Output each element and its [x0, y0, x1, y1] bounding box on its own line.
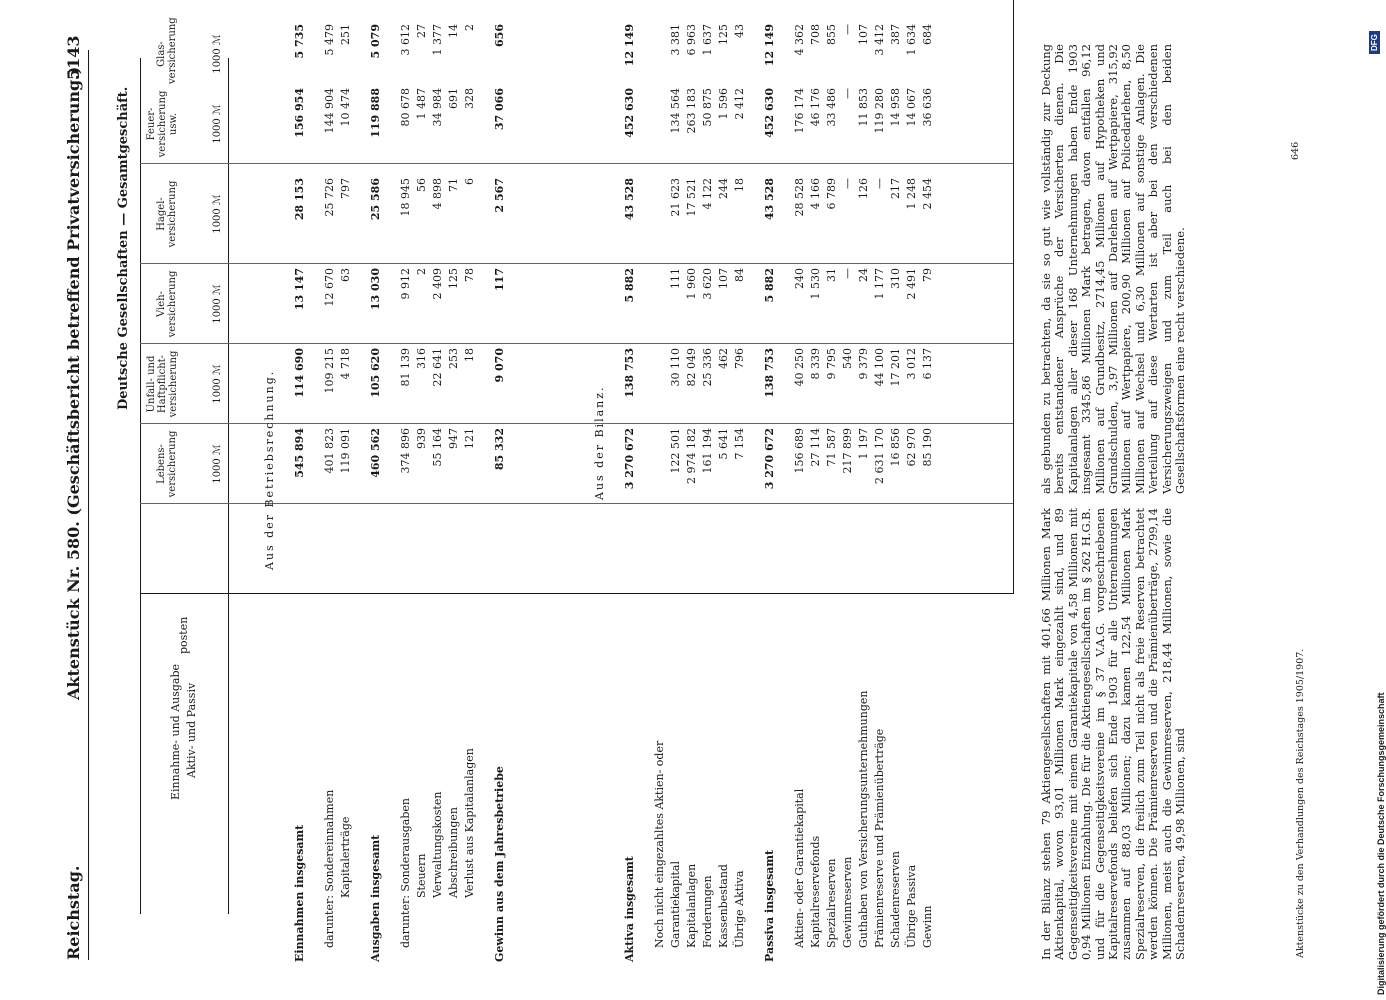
row-value: 12 149: [763, 24, 776, 67]
row-value: 138 753: [763, 348, 776, 398]
row-value: 161 194: [701, 428, 714, 474]
row-value: 14 958: [889, 88, 902, 127]
row-value: 28 528: [793, 178, 806, 217]
row-value: 3 270 672: [763, 428, 776, 490]
row-label: Steuern: [415, 853, 428, 898]
row-label: Guthaben von Versicherungsunternehmungen: [857, 690, 870, 948]
row-value: 34 984: [431, 88, 444, 127]
row-value: 55 164: [431, 428, 444, 467]
footer-left: Aktenstücke zu den Verhandlungen des Reichstages 1905/1907.: [1295, 648, 1306, 958]
row-value: 17 201: [889, 348, 902, 387]
row-value: 2 409: [431, 268, 444, 300]
text-column-left: In der Bilanz stehen 79 Aktiengesellschaften mit 401,66 Millionen Mark Aktienkapital, wovon 93,01 Millionen Mark eingezahlt sind, und 89 Gegenseitigkeitsvereine mit einem Garantiekapitale von 4,58 Millionen mit 0,94 Millionen Einzahlung. Die für die Aktiengesellschaften im § 262 H.G.B. und für die Gegenseitigkeitsvereine im § 37 V.A.G. vorgeschriebenen Kapitalreservefonds beliefen sich Ende 1903 für alle Unternehmungen zusammen auf 88,03 Millionen; dazu kamen 122,54 Millionen Mark Spezialreserven, die freilich zum Teil nicht als freie Reserven betrachtet werden können. Die Prämienreserven und die Prämienüberträge, 2799,14 Millionen, meist auch die Gewinnreserven, 218,44 Millionen, sowie die Schadenreserven, 49,98 Millionen, sind: [1039, 508, 1188, 960]
col-unit-5: 1000 ℳ: [212, 104, 223, 144]
row-value: 691: [447, 88, 460, 109]
row-value: 30 110: [669, 348, 682, 387]
row-value: 109 215: [323, 348, 336, 394]
row-value: 3 612: [399, 24, 412, 56]
row-value: 251: [339, 24, 352, 45]
col-header-2: Unfall- und Haftpflicht- versicherung: [146, 350, 179, 418]
row-value: 126: [857, 178, 870, 199]
row-value: 4 718: [339, 348, 352, 380]
row-value: 78: [463, 268, 476, 282]
row-value: 5 882: [763, 268, 776, 303]
row-value: 708: [809, 24, 822, 45]
row-label: Kapitalanlagen: [685, 863, 698, 948]
col-unit-3: 1000 ℳ: [212, 284, 223, 324]
table-top-rule: [140, 58, 141, 914]
row-label: Gewinn aus dem Jahresbetriebe: [493, 766, 506, 962]
row-value: 2: [463, 24, 476, 31]
row-value: 111: [669, 268, 682, 289]
row-value: 244: [717, 178, 730, 199]
row-value: 44 100: [873, 348, 886, 387]
row-value: 31: [825, 268, 838, 282]
row-value: 156 689: [793, 428, 806, 474]
row-value: 12 149: [623, 24, 636, 67]
row-value: 46 176: [809, 88, 822, 127]
row-label: Prämienreserve und Prämienüberträge: [873, 728, 886, 948]
header-left: Reichstag.: [64, 865, 83, 960]
dfg-logo: DFG: [1369, 31, 1380, 54]
row-value: 9 795: [825, 348, 838, 380]
row-value: 63: [339, 268, 352, 282]
row-value: 12 670: [323, 268, 336, 307]
row-label: Spezialreserven: [825, 858, 838, 948]
row-label: Forderungen: [701, 875, 714, 948]
row-value: 1 177: [873, 268, 886, 300]
row-value: 134 564: [669, 88, 682, 134]
row-value: 9 379: [857, 348, 870, 380]
row-value: 3 270 672: [623, 428, 636, 490]
section-heading-betriebsrechnung: Aus der Betriebsrechnung.: [263, 369, 276, 570]
row-value: 374 896: [399, 428, 412, 474]
row-value: 1 487: [415, 88, 428, 120]
row-value: 50 875: [701, 88, 714, 127]
row-value: 4 166: [809, 178, 822, 210]
row-value: —: [841, 24, 854, 35]
row-value: 6 789: [825, 178, 838, 210]
row-value: 36 636: [921, 88, 934, 127]
row-value: 43 528: [763, 178, 776, 221]
row-value: 3 620: [701, 268, 714, 300]
row-value: 107: [857, 24, 870, 45]
row-value: 114 690: [293, 348, 306, 398]
row-value: 24: [857, 268, 870, 282]
row-value: 2 412: [733, 88, 746, 120]
row-value: 71: [447, 178, 460, 192]
row-label: Aktien- oder Garantiekapital: [793, 788, 806, 948]
row-value: 18 945: [399, 178, 412, 217]
row-value: 138 753: [623, 348, 636, 398]
row-label: Übrige Passiva: [905, 864, 918, 948]
column-header-bottom-rule: [228, 58, 229, 914]
row-value: 3 412: [873, 24, 886, 56]
row-value: 62 970: [905, 428, 918, 467]
row-value: 33 486: [825, 88, 838, 127]
row-value: 84: [733, 268, 746, 282]
page-number: 5143: [64, 35, 83, 80]
row-value: 2 454: [921, 178, 934, 210]
row-value: 452 630: [763, 88, 776, 138]
row-label: Aktiva insgesamt: [623, 856, 636, 962]
row-label: Abschreibungen: [447, 806, 460, 898]
row-value: 460 562: [369, 428, 382, 478]
row-value: 37 066: [493, 88, 506, 131]
header-rule: [88, 50, 89, 960]
row-value: 11 853: [857, 88, 870, 127]
row-value: 79: [921, 268, 934, 282]
row-value: 56: [415, 178, 428, 192]
row-value: 310: [889, 268, 902, 289]
row-label: Passiva insgesamt: [763, 849, 776, 962]
row-value: 80 678: [399, 88, 412, 127]
row-value: 6 137: [921, 348, 934, 380]
col-unit-6: 1000 ℳ: [212, 34, 223, 74]
row-label: darunter: Sonderausgaben: [399, 798, 412, 948]
col-header-1: Lebens- versicherung: [156, 430, 178, 498]
row-value: 401 823: [323, 428, 336, 474]
row-value: 3 381: [669, 24, 682, 56]
row-value: 10 474: [339, 88, 352, 127]
row-value: 947: [447, 428, 460, 449]
row-value: 18: [463, 348, 476, 362]
row-value: 2 491: [905, 268, 918, 300]
stub-header-line2: Aktiv- und Passiv: [185, 682, 198, 778]
row-value: 5 079: [369, 24, 382, 59]
row-value: 13 147: [293, 268, 306, 311]
row-label: Verlust aus Kapitalanlagen: [463, 748, 476, 898]
row-value: 40 250: [793, 348, 806, 387]
row-value: 14: [447, 24, 460, 38]
row-value: 4 362: [793, 24, 806, 56]
row-value: 17 521: [685, 178, 698, 217]
col-header-3: Vieh- versicherung: [156, 270, 178, 338]
col-header-4: Hagel- versicherung: [156, 180, 178, 248]
row-value: 6 963: [685, 24, 698, 56]
dfg-side-note: Digitalisierung gefördert durch die Deutsche Forschungsgemeinschaft: [1376, 692, 1386, 995]
row-label: Verwaltungskosten: [431, 791, 444, 898]
row-value: 387: [889, 24, 902, 45]
row-value: 14 067: [905, 88, 918, 127]
row-value: 240: [793, 268, 806, 289]
row-value: 156 954: [293, 88, 306, 138]
row-value: 7 154: [733, 428, 746, 460]
row-value: 540: [841, 348, 854, 369]
row-value: —: [841, 268, 854, 279]
row-value: 9 912: [399, 268, 412, 300]
stub-divider: [140, 593, 1013, 594]
row-value: 797: [339, 178, 352, 199]
row-value: 2: [415, 268, 428, 275]
row-value: 253: [447, 348, 460, 369]
row-label: Schadenreserven: [889, 851, 902, 948]
row-value: 1 960: [685, 268, 698, 300]
footer-right: 646: [1290, 141, 1301, 160]
row-value: 4 122: [701, 178, 714, 210]
row-value: 4 898: [431, 178, 444, 210]
col-unit-4: 1000 ℳ: [212, 194, 223, 234]
stub-header-line1: Einnahme- und Ausgabe: [169, 663, 182, 800]
row-label: darunter: Sondereinnahmen: [323, 789, 336, 948]
row-value: 3 012: [905, 348, 918, 380]
row-value: 263 183: [685, 88, 698, 134]
row-value: 27: [415, 24, 428, 38]
row-value: 13 030: [369, 268, 382, 311]
row-value: 2 974 182: [685, 428, 698, 484]
row-value: 939: [415, 428, 428, 449]
row-value: 5 641: [717, 428, 730, 460]
row-value: 8 339: [809, 348, 822, 380]
row-label: Noch nicht eingezahltes Aktien- oder: [653, 740, 666, 948]
row-value: 119 091: [339, 428, 352, 474]
row-value: 125: [447, 268, 460, 289]
row-value: 5 882: [623, 268, 636, 303]
col-unit-2: 1000 ℳ: [212, 364, 223, 404]
row-value: 119 280: [873, 88, 886, 134]
row-value: 9 070: [493, 348, 506, 383]
row-value: 1 248: [905, 178, 918, 210]
row-value: 85 190: [921, 428, 934, 467]
row-label: Kapitalreservefonds: [809, 835, 822, 948]
row-value: 1 637: [701, 24, 714, 56]
row-value: 2 631 170: [873, 428, 886, 484]
row-value: 43: [733, 24, 746, 38]
row-value: —: [841, 178, 854, 189]
text-column-right: als gebunden zu betrachten, da sie so gut wie vollständig zur Deckung bereits entstandener Ansprüche der Versicherten dienen. Die Kapitalanlagen aller dieser 168 Unternehmungen haben Ende 1903 insgesamt 3345,86 Millionen Mark betragen, davon entfallen 96,12 Millionen auf Grundbesitz, 2714,45 Millionen auf Hypotheken und Grundschulden, 3,97 Millionen auf Darlehen auf Wertpapiere, 315,92 Millionen auf Wertpapiere, 200,90 Millionen auf Policedarlehen, 8,50 Millionen auf Wechsel und 6,30 Millionen auf sonstige Anlagen. Die Verteilung auf diese Wertarten ist aber bei den verschiedenen Versicherungszweigen und zum Teil auch bei den beiden Gesellschaftsformen eine recht verschiedene.: [1039, 44, 1188, 494]
row-value: —: [841, 88, 854, 99]
row-value: 328: [463, 88, 476, 109]
row-value: 21 623: [669, 178, 682, 217]
row-value: 43 528: [623, 178, 636, 221]
row-value: 25 726: [323, 178, 336, 217]
row-value: 107: [717, 268, 730, 289]
row-value: 545 894: [293, 428, 306, 478]
row-value: 2 567: [493, 178, 506, 213]
col-divider-4: [140, 263, 1013, 264]
row-value: 18: [733, 178, 746, 192]
table-title: Deutsche Gesellschaften — Gesamtgeschäft.: [116, 86, 131, 410]
col-header-6: Glas- versicherung: [156, 17, 178, 84]
row-value: 684: [921, 24, 934, 45]
row-label: Einnahmen insgesamt: [293, 824, 306, 962]
row-value: 81 139: [399, 348, 412, 387]
row-value: 27 114: [809, 428, 822, 467]
section-heading-bilanz: Aus der Bilanz.: [593, 385, 606, 500]
row-value: 462: [717, 348, 730, 369]
row-label: Kassenbestand: [717, 864, 730, 948]
row-value: 82 049: [685, 348, 698, 387]
row-value: 1 530: [809, 268, 822, 300]
row-label: Ausgaben insgesamt: [369, 834, 382, 962]
row-value: 105 620: [369, 348, 382, 398]
row-value: 316: [415, 348, 428, 369]
row-value: 71 587: [825, 428, 838, 467]
row-label: Übrige Aktiva: [733, 870, 746, 948]
row-value: 176 174: [793, 88, 806, 134]
row-value: 122 501: [669, 428, 682, 474]
row-value: 119 888: [369, 88, 382, 138]
row-value: 1 634: [905, 24, 918, 56]
row-value: 656: [493, 24, 506, 47]
row-value: 5 479: [323, 24, 336, 56]
row-label: Garantiekapital: [669, 861, 682, 948]
row-value: 25 586: [369, 178, 382, 221]
row-label: Kapitalerträge: [339, 816, 352, 898]
row-label: Gewinnreserven: [841, 856, 854, 948]
col-header-5: Feuer- versicherung usw.: [146, 90, 179, 158]
row-value: 22 641: [431, 348, 444, 387]
row-value: 855: [825, 24, 838, 45]
row-value: 796: [733, 348, 746, 369]
table-bottom-rule: [1013, 0, 1014, 594]
row-value: 16 856: [889, 428, 902, 467]
row-value: 217: [889, 178, 902, 199]
row-value: 5 735: [293, 24, 306, 59]
row-value: —: [873, 178, 886, 189]
row-value: 85 332: [493, 428, 506, 471]
row-label: Gewinn: [921, 905, 934, 948]
row-value: 25 336: [701, 348, 714, 387]
row-value: 6: [463, 178, 476, 185]
row-value: 121: [463, 428, 476, 449]
row-value: 1 377: [431, 24, 444, 56]
row-value: 452 630: [623, 88, 636, 138]
row-value: 117: [493, 268, 506, 291]
row-value: 125: [717, 24, 730, 45]
row-value: 1 596: [717, 88, 730, 120]
row-value: 217 899: [841, 428, 854, 474]
stub-header-posten: posten: [177, 616, 190, 654]
col-unit-1: 1000 ℳ: [212, 444, 223, 484]
header-center: Aktenstück Nr. 580. (Geschäftsbericht betreffend Privatversicherung.): [64, 66, 83, 700]
row-value: 28 153: [293, 178, 306, 221]
row-value: 1 197: [857, 428, 870, 460]
row-value: 144 904: [323, 88, 336, 134]
